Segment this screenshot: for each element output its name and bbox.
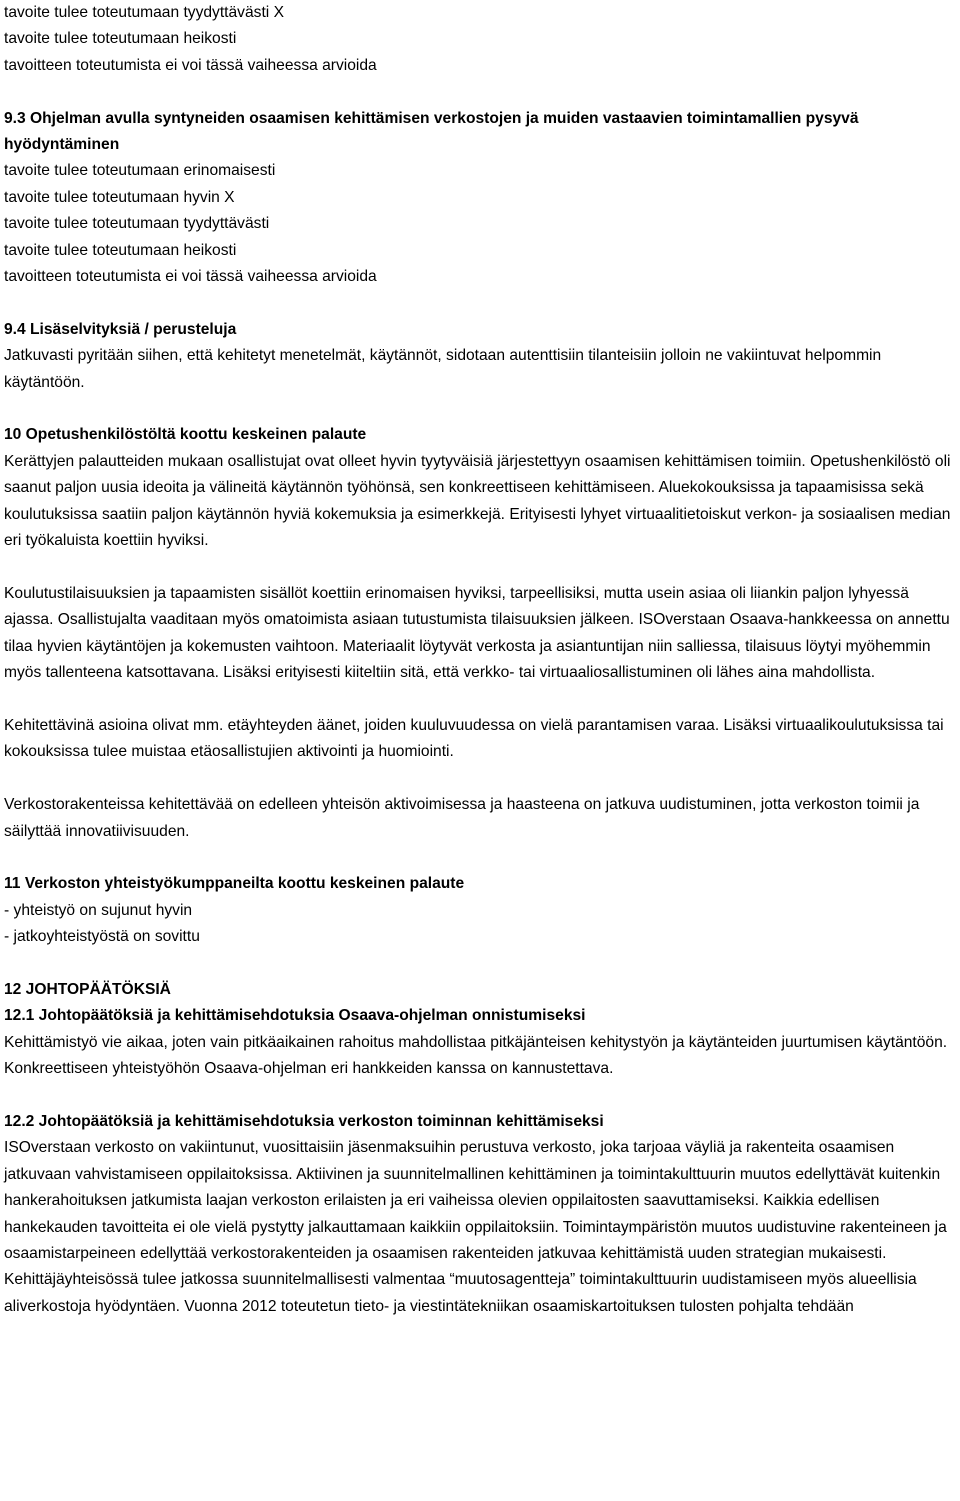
subsection-heading: 12.1 Johtopäätöksiä ja kehittämisehdotuksia Osaava-ohjelman onnistumiseksi	[4, 1007, 586, 1025]
goal-status-list	[4, 0, 956, 79]
section-heading: 11 Verkoston yhteistyökumppaneilta koottu keskeinen palaute	[4, 875, 465, 893]
section-9-3	[4, 106, 956, 291]
improvement-paragraph	[4, 713, 956, 766]
section-paragraph: Kehittämistyö vie aikaa, joten vain pitkäaikainen rahoitus mahdollistaa pitkäjänteisen kehitystyön ja käytänteiden juurtumisen käytäntöön. Konkreettiseen yhteistyöhön Osaava-ohjelman eri hankkeiden kanssa on kannustettava.	[4, 1033, 948, 1078]
subsection-heading: 12.2 Johtopäätöksiä ja kehittämisehdotuksia verkoston toiminnan kehittämiseksi	[4, 1112, 604, 1130]
feedback-paragraph	[4, 581, 956, 687]
section-heading: 9.4 Lisäselvityksiä / perusteluja	[4, 320, 237, 338]
network-structure-paragraph	[4, 792, 956, 845]
goal-option: tavoite tulee toteutumaan tyydyttävästi	[4, 215, 270, 233]
section-12	[4, 977, 956, 1083]
section-11	[4, 871, 956, 950]
section-heading: 12 JOHTOPÄÄTÖKSIÄ	[4, 980, 171, 998]
paragraph-text: Koulutustilaisuuksien ja tapaamisten sisällöt koettiin erinomaisen hyviksi, tarpeellisiksi, mutta usein asiaa oli liiankin paljon lyhyessä ajassa. Osallistujalta vaaditaan myös omatoimista asiaan tutustumista tilaisuuksien jälkeen. ISOverstaan Osaava-hankkeessa on annettu tilaa hyvien käytäntöjen ja kokemusten vaihtoon. Materiaalit löytyvät verkosta ja asiantuntijan niin salliessa, tilaisuus löytyi myöhemmin myös tallenteena katsottavana. Lisäksi erityisesti kiiteltiin sitä, että verkko- tai virtuaaliosallistuminen oli lähes aina mahdollista.	[4, 584, 950, 682]
goal-option: tavoite tulee toteutumaan heikosti	[4, 241, 237, 259]
section-12-2	[4, 1109, 956, 1320]
paragraph-text: Verkostorakenteissa kehitettävää on edelleen yhteisön aktivoimisessa ja haasteena on jatkuva uudistuminen, jotta verkoston toimii ja säilyttää innovatiivisuuden.	[4, 796, 920, 840]
goal-option: tavoite tulee toteutumaan tyydyttävästi X	[4, 4, 284, 21]
goal-option: tavoitteen toteutumista ei voi tässä vaiheessa arvioida	[4, 268, 377, 286]
section-paragraph: ISOverstaan verkosto on vakiintunut, vuosittaisiin jäsenmaksuihin perustuva verkosto, joka tarjoaa väyliä ja rakenteita osaamisen jatkuvaan vahvistamiseen oppilaitoksissa. Aktiivinen ja suunnitelmallinen kehittäminen ja toimintakulttuurin muutos edellyttävät kuitenkin hankerahoituksen jatkumista laajan verkoston erilaisten ja eri vaiheissa olevien oppilaitosten saavuttamiseksi. Kaikkia edellisen hankekauden tavoitteita ei ole vielä pystytty jalkauttamaan kaikkiin oppilaitoksiin. Toimintaympäristön muutos uudistuvine rakenteineen ja osaamistarpeineen edellyttää verkostorakenteiden ja osaamisen rakenteiden jatkuvaa kehittämistä uuden strategian mukaisesti. Kehittäjäyhteisössä tulee jatkossa suunnitelmallisesti valmentaa “muutosagentteja” toimintakulttuurin uudistamiseen myös alueellisia aliverkostoja hyödyntäen. Vuonna 2012 toteutetun tieto- ja viestintätekniikan osaamiskartoituksen tulosten pohjalta tehdään	[4, 1139, 947, 1315]
goal-option: tavoite tulee toteutumaan heikosti	[4, 30, 237, 48]
goal-option: tavoitteen toteutumista ei voi tässä vaiheessa arvioida	[4, 56, 377, 74]
goal-option: tavoite tulee toteutumaan hyvin X	[4, 188, 235, 206]
section-heading: 10 Opetushenkilöstöltä koottu keskeinen palaute	[4, 426, 367, 444]
section-10	[4, 422, 956, 554]
list-item: - jatkoyhteistyöstä on sovittu	[4, 928, 200, 946]
paragraph-text: Kehitettävinä asioina olivat mm. etäyhteyden äänet, joiden kuuluvuudessa on vielä parantamisen varaa. Lisäksi virtuaalikoulutuksissa tai kokouksissa tulee muistaa etäosallistujien aktivointi ja huomiointi.	[4, 716, 944, 761]
section-heading: 9.3 Ohjelman avulla syntyneiden osaamisen kehittämisen verkostojen ja muiden vastaavien toimintamallien pysyvä hyödyntäminen	[4, 109, 859, 154]
list-item: - yhteistyö on sujunut hyvin	[4, 901, 193, 919]
section-9-4	[4, 317, 956, 396]
section-paragraph: Jatkuvasti pyritään siihen, että kehitetyt menetelmät, käytännöt, sidotaan autenttisiin tilanteisiin jolloin ne vakiintuvat helpommin käytäntöön.	[4, 347, 882, 391]
goal-option: tavoite tulee toteutumaan erinomaisesti	[4, 162, 276, 180]
section-paragraph: Kerättyjen palautteiden mukaan osallistujat ovat olleet hyvin tyytyväisiä järjestettyyn osaamisen kehittämisen toimiin. Opetushenkilöstö oli saanut paljon uusia ideoita ja välineitä käytännön työhönsä, sen konkreettiseen kehittämiseen. Aluekokouksissa ja tapaamisissa sekä koulutuksissa saatiin paljon käytännön hyviä kokemuksia ja esimerkkejä. Erityisesti lyhyet virtuaalitietoiskut verkon- ja sosiaalisen median eri työkaluista koettiin hyviksi.	[4, 452, 951, 550]
